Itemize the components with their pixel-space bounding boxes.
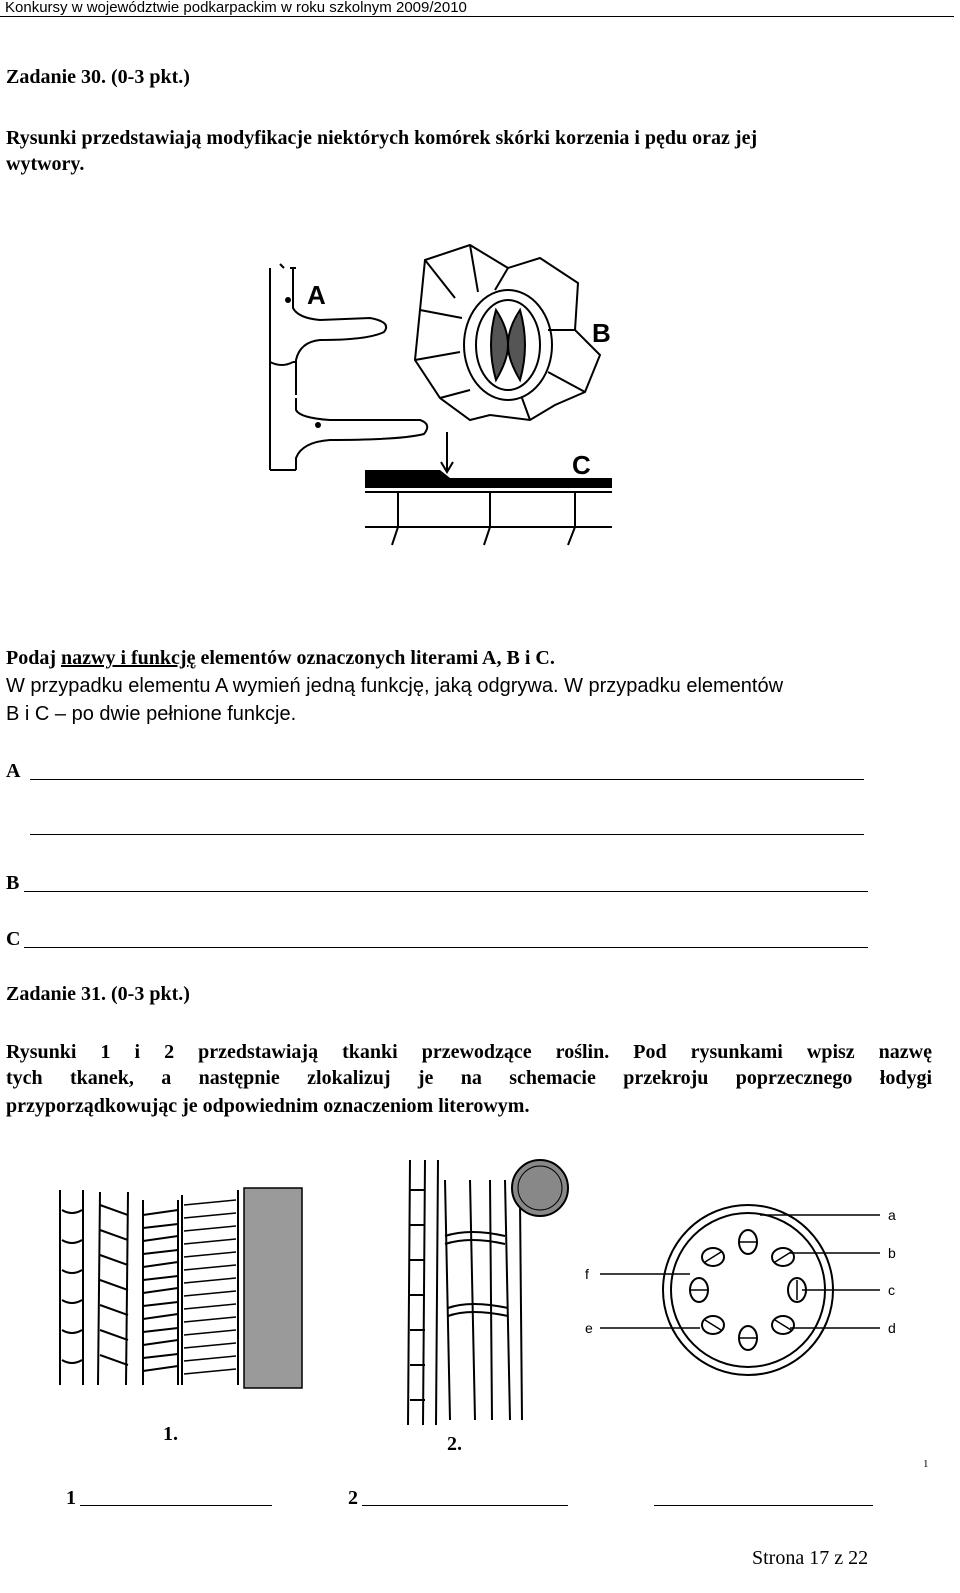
figure-label-a: A	[307, 280, 326, 310]
diagram-label-c: c	[888, 1282, 895, 1298]
answer-label-2: 2	[348, 1487, 358, 1509]
page-number: Strona 17 z 22	[752, 1547, 869, 1569]
diagram-label-a: a	[888, 1207, 896, 1223]
figure-2-caption: 2.	[447, 1433, 462, 1455]
cuticle-arrow	[441, 432, 453, 472]
answer-label-a: A	[6, 760, 21, 782]
epidermis-figure	[0, 0, 960, 620]
task-30-intro-line1: Rysunki przedstawiają modyfikacje niektórych komórek skórki korzenia i pędu oraz jej	[6, 127, 758, 149]
root-hair-nucleus	[285, 297, 291, 303]
pitted-vessel-figure	[184, 1200, 236, 1374]
answer-line-2[interactable]	[362, 1505, 568, 1506]
question-text: elementów oznaczonych literami A, B i C.	[195, 647, 555, 669]
answer-line-1[interactable]	[80, 1505, 272, 1506]
task-31-title: Zadanie 31. (0-3 pkt.)	[6, 983, 190, 1005]
task-31-question-line2: tych tkanek, a następnie zlokalizuj je na schemacie przekroju poprzecznego łodygi	[6, 1067, 932, 1089]
vascular-tissue-figures	[0, 1140, 960, 1440]
diagram-label-e: e	[585, 1320, 593, 1336]
diagram-label-d: d	[888, 1320, 896, 1336]
diagram-leader-lines	[600, 1215, 880, 1328]
figure-label-b: B	[592, 318, 611, 348]
task-30-title: Zadanie 30. (0-3 pkt.)	[6, 66, 190, 88]
answer-label-1: 1	[66, 1487, 76, 1509]
answer-line-a-continued[interactable]	[30, 834, 864, 835]
figure-label-c: C	[572, 450, 591, 480]
stray-mark: 1	[923, 1458, 929, 1470]
question-underlined-text: nazwy i funkcję	[61, 647, 196, 669]
task-30-intro-line2: wytwory.	[6, 153, 85, 175]
answer-label-c: C	[6, 928, 21, 950]
answer-line-b[interactable]	[24, 891, 868, 892]
xylem-vessels-figure	[60, 1190, 238, 1385]
phloem-figure	[408, 1160, 522, 1425]
answer-line-3[interactable]	[654, 1505, 873, 1506]
diagram-label-f: f	[585, 1266, 589, 1282]
diagram-label-b: b	[888, 1245, 896, 1261]
root-hair-nucleus	[315, 422, 321, 428]
root-hair-figure	[270, 264, 427, 470]
figure-1-caption: 1.	[163, 1423, 178, 1445]
page-header: Konkursy w województwie podkarpackim w roku szkolnym 2009/2010	[5, 0, 467, 16]
answer-label-b: B	[6, 872, 20, 894]
stoma-figure	[415, 245, 600, 420]
task-31-question-line3: przyporządkowując je odpowiednim oznaczeniom literowym.	[6, 1095, 530, 1117]
task-30-question-line1	[6, 644, 555, 672]
task-30-question-line3: B i C – po dwie pełnione funkcje.	[6, 703, 297, 725]
task-30-question-line2: W przypadku elementu A wymień jedną funkcję, jaką odgrywa. W przypadku elementów	[6, 675, 784, 697]
task-31-question-line1: Rysunki 1 i 2 przedstawiają tkanki przewodzące roślin. Pod rysunkami wpisz nazwę	[6, 1041, 932, 1063]
reticulate-vessel-figure	[244, 1188, 302, 1388]
epidermis-cells	[365, 492, 612, 545]
answer-line-c[interactable]	[24, 947, 868, 948]
companion-cell-figure	[512, 1160, 568, 1216]
question-text: Podaj	[6, 647, 61, 669]
answer-line-a[interactable]	[30, 779, 864, 780]
